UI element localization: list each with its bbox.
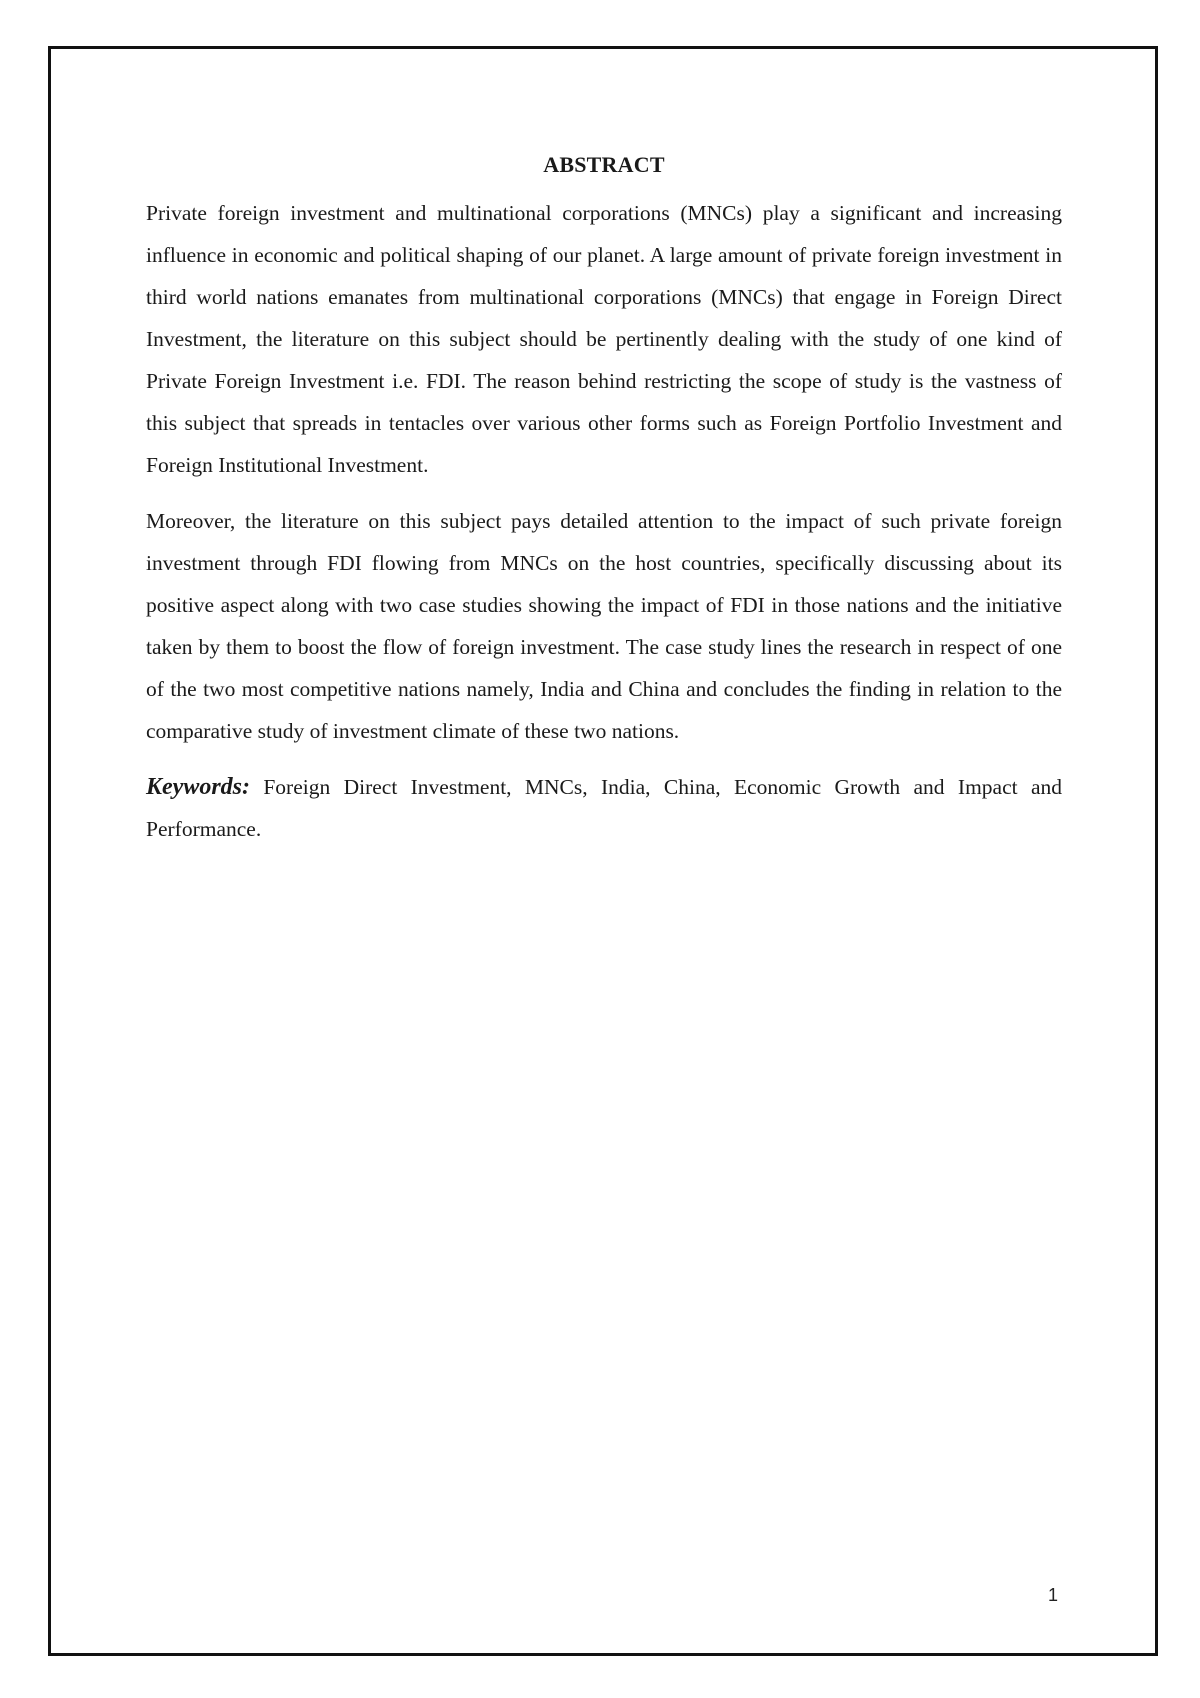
keywords-text: Foreign Direct Investment, MNCs, India, China, Economic Growth and Impact and Performance.	[146, 775, 1062, 841]
keywords-paragraph	[146, 766, 1062, 850]
page-number: 1	[1048, 1585, 1059, 1605]
keywords-label: Keywords:	[146, 774, 250, 800]
abstract-paragraph-2: Moreover, the literature on this subject pays detailed attention to the impact of such private foreign investment through FDI flowing from MNCs on the host countries, specifically discussing about its positive aspect along with two case studies showing the impact of FDI in those nations and the initiative taken by them to boost the flow of foreign investment. The case study lines the research in respect of one of the two most competitive nations namely, India and China and concludes the finding in relation to the comparative study of investment climate of these two nations.	[146, 509, 1062, 743]
abstract-heading: ABSTRACT	[543, 152, 665, 177]
document-body	[146, 148, 1062, 864]
abstract-paragraph-1: Private foreign investment and multinational corporations (MNCs) play a significant and increasing influence in economic and political shaping of our planet. A large amount of private foreign investment in third world nations emanates from multinational corporations (MNCs) that engage in Foreign Direct Investment, the literature on this subject should be pertinently dealing with the study of one kind of Private Foreign Investment i.e. FDI. The reason behind restricting the scope of study is the vastness of this subject that spreads in tentacles over various other forms such as Foreign Portfolio Investment and Foreign Institutional Investment.	[146, 201, 1062, 477]
